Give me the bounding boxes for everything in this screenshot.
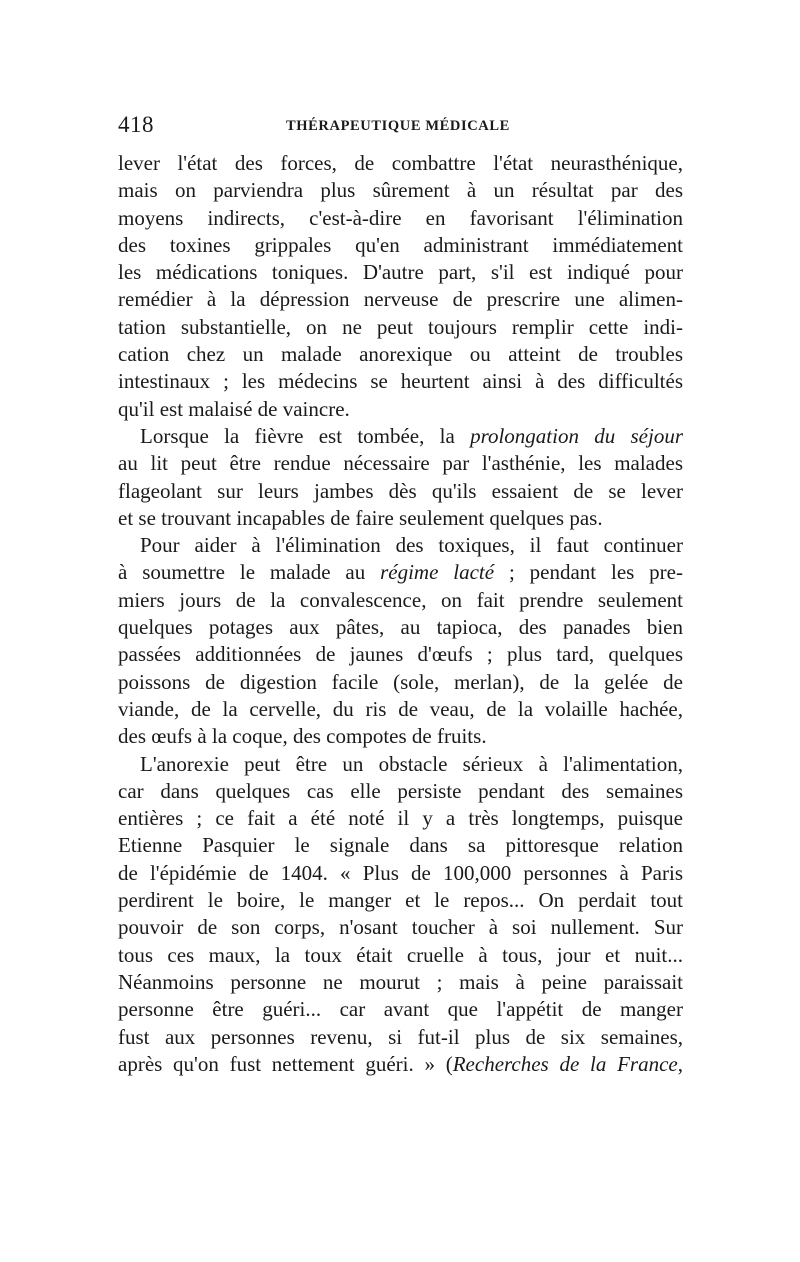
body-text — [118, 150, 683, 1078]
text-line: des œufs à la coque, des compotes de fruits. — [118, 724, 487, 749]
text-line: moyens indirects, c'est-à-dire en favorisant l'élimination — [118, 205, 683, 230]
text-line: car dans quelques cas elle persiste pendant des semaines — [118, 778, 683, 803]
text-line: fust aux personnes revenu, si fut-il plus de six semaines, — [118, 1024, 683, 1049]
text-line: remédier à la dépression nerveuse de prescrire une alimen- — [118, 287, 683, 312]
text-line: et se trouvant incapables de faire seulement quelques pas. — [118, 505, 603, 530]
book-page — [118, 108, 683, 1076]
text-line: L'anorexie peut être un obstacle sérieux à l'alimentation, — [140, 751, 683, 776]
italic-phrase: régime lacté — [380, 560, 495, 585]
text-line: les médications toniques. D'autre part, s'il est indiqué pour — [118, 260, 683, 285]
text-line: mais on parviendra plus sûrement à un résultat par des — [118, 178, 683, 203]
page-number: 418 — [118, 112, 154, 137]
text-line: qu'il est malaisé de vaincre. — [118, 396, 350, 421]
text-line: Etienne Pasquier le signale dans sa pittoresque relation — [118, 833, 683, 858]
text-line: Lorsque la fièvre est tombée, la prolongation du séjour — [140, 423, 683, 448]
italic-phrase: prolongation du séjour — [470, 423, 683, 448]
text-line: personne être guéri... car avant que l'appétit de manger — [118, 997, 683, 1022]
italic-phrase: Recherches de la France — [452, 1051, 678, 1076]
text-line: à soumettre le malade au régime lacté ; pendant les pre- — [118, 560, 683, 585]
text-line: passées additionnées de jaunes d'œufs ; plus tard, quelques — [118, 642, 683, 667]
text-line: de l'épidémie de 1404. « Plus de 100,000 personnes à Paris — [118, 860, 683, 885]
text-line: viande, de la cervelle, du ris de veau, de la volaille hachée, — [118, 696, 683, 721]
text-line: Néanmoins personne ne mourut ; mais à peine paraissait — [118, 969, 683, 994]
text-line: au lit peut être rendue nécessaire par l'asthénie, les malades — [118, 451, 683, 476]
running-head — [118, 108, 683, 148]
text-line: cation chez un malade anorexique ou atteint de troubles — [118, 342, 683, 367]
text-line: des toxines grippales qu'en administrant immédiatement — [118, 232, 683, 257]
text-line: pouvoir de son corps, n'osant toucher à soi nullement. Sur — [118, 915, 683, 940]
text-line: tous ces maux, la toux était cruelle à tous, jour et nuit... — [118, 942, 683, 967]
text-line: intestinaux ; les médecins se heurtent ainsi à des difficultés — [118, 369, 683, 394]
text-line: poissons de digestion facile (sole, merlan), de la gelée de — [118, 669, 683, 694]
running-title: THÉRAPEUTIQUE MÉDICALE — [286, 118, 510, 134]
text-line: flageolant sur leurs jambes dès qu'ils essaient de se lever — [118, 478, 683, 503]
text-line: Pour aider à l'élimination des toxiques, il faut continuer — [140, 533, 683, 558]
text-line: entières ; ce fait a été noté il y a très longtemps, puisque — [118, 806, 683, 831]
text-line: miers jours de la convalescence, on fait prendre seulement — [118, 587, 683, 612]
text-line: lever l'état des forces, de combattre l'état neurasthénique, — [118, 151, 683, 175]
text-line: quelques potages aux pâtes, au tapioca, des panades bien — [118, 615, 683, 640]
text-line: perdirent le boire, le manger et le repos... On perdait tout — [118, 888, 683, 913]
text-line: après qu'on fust nettement guéri. » (Recherches de la France, — [118, 1051, 683, 1076]
text-line: tation substantielle, on ne peut toujours remplir cette indi- — [118, 314, 683, 339]
